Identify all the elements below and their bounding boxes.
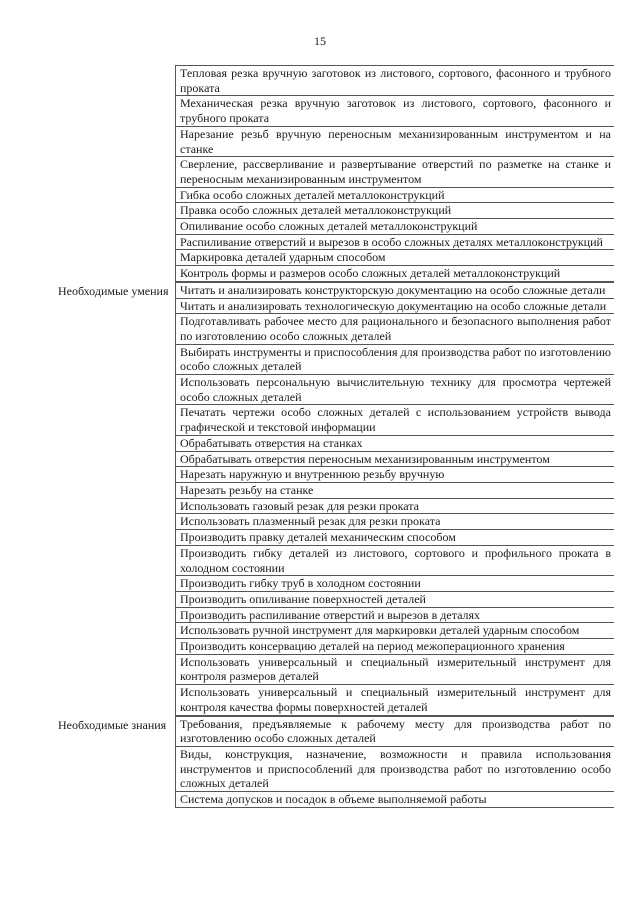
table-row: Использовать универсальный и специальный измерительный инструмент для контроля размеров деталей: [176, 655, 614, 685]
table-row: Механическая резка вручную заготовок из листового, сортового, фасонного и трубного проката: [176, 96, 614, 126]
table-row: Производить правку деталей механическим способом: [176, 530, 614, 546]
section-items: [176, 716, 614, 808]
table-row: Использовать ручной инструмент для маркировки деталей ударным способом: [176, 623, 614, 639]
table-row: Использовать универсальный и специальный измерительный инструмент для контроля качества формы поверхностей деталей: [176, 685, 614, 715]
table-row: Маркировка деталей ударным способом: [176, 250, 614, 266]
table-row: Сверление, рассверливание и развертывание отверстий по разметке на станке и переносным механизированным инструментом: [176, 157, 614, 187]
table-row: Печатать чертежи особо сложных деталей с использованием устройств вывода графической и текстовой информации: [176, 405, 614, 435]
section-items: [176, 282, 614, 716]
table-row: Производить опиливание поверхностей деталей: [176, 592, 614, 608]
table-row: Производить гибку труб в холодном состоянии: [176, 576, 614, 592]
table-row: Правка особо сложных деталей металлоконструкций: [176, 203, 614, 219]
section-label: [54, 65, 176, 282]
table-row: Распиливание отверстий и вырезов в особо сложных деталях металлоконструкций: [176, 235, 614, 251]
table-row: Контроль формы и размеров особо сложных деталей металлоконструкций: [176, 266, 614, 282]
table-row: Использовать плазменный резак для резки проката: [176, 514, 614, 530]
section-label: Необходимые умения: [54, 282, 176, 716]
table-row: Использовать газовый резак для резки проката: [176, 499, 614, 515]
table-row: Подготавливать рабочее место для рационального и безопасного выполнения работ по изготовлению особо сложных деталей: [176, 314, 614, 344]
table-row: Производить консервацию деталей на период межоперационного хранения: [176, 639, 614, 655]
table-section: [54, 716, 614, 808]
section-label: Необходимые знания: [54, 716, 176, 808]
table-row: Виды, конструкция, назначение, возможности и правила использования инструментов и приспособлений для производства работ по изготовлению особо сложных деталей: [176, 747, 614, 792]
table-row: Тепловая резка вручную заготовок из листового, сортового, фасонного и трубного проката: [176, 66, 614, 96]
table-row: Производить гибку деталей из листового, сортового и профильного проката в холодном состоянии: [176, 546, 614, 576]
table-row: Обрабатывать отверстия на станках: [176, 436, 614, 452]
section-items: [176, 65, 614, 282]
table-row: Нарезать наружную и внутреннюю резьбу вручную: [176, 467, 614, 483]
table-row: Выбирать инструменты и приспособления для производства работ по изготовлению особо сложных деталей: [176, 345, 614, 375]
table-row: Использовать персональную вычислительную технику для просмотра чертежей особо сложных деталей: [176, 375, 614, 405]
table-row: Опиливание особо сложных деталей металлоконструкций: [176, 219, 614, 235]
requirements-table: [54, 65, 614, 808]
table-section: [54, 65, 614, 282]
table-row: Обрабатывать отверстия переносным механизированным инструментом: [176, 452, 614, 468]
table-row: Производить распиливание отверстий и вырезов в деталях: [176, 608, 614, 624]
table-row: Нарезание резьб вручную переносным механизированным инструментом и на станке: [176, 127, 614, 157]
table-row: Нарезать резьбу на станке: [176, 483, 614, 499]
page-number: 15: [314, 34, 326, 48]
table-row: Читать и анализировать технологическую документацию на особо сложные детали: [176, 299, 614, 315]
table-row: Система допусков и посадок в объеме выполняемой работы: [176, 792, 614, 808]
table-row: Читать и анализировать конструкторскую документацию на особо сложные детали: [176, 282, 614, 299]
table-section: [54, 282, 614, 716]
table-row: Гибка особо сложных деталей металлоконструкций: [176, 188, 614, 204]
table-row: Требования, предъявляемые к рабочему месту для производства работ по изготовлению особо сложных деталей: [176, 716, 614, 747]
